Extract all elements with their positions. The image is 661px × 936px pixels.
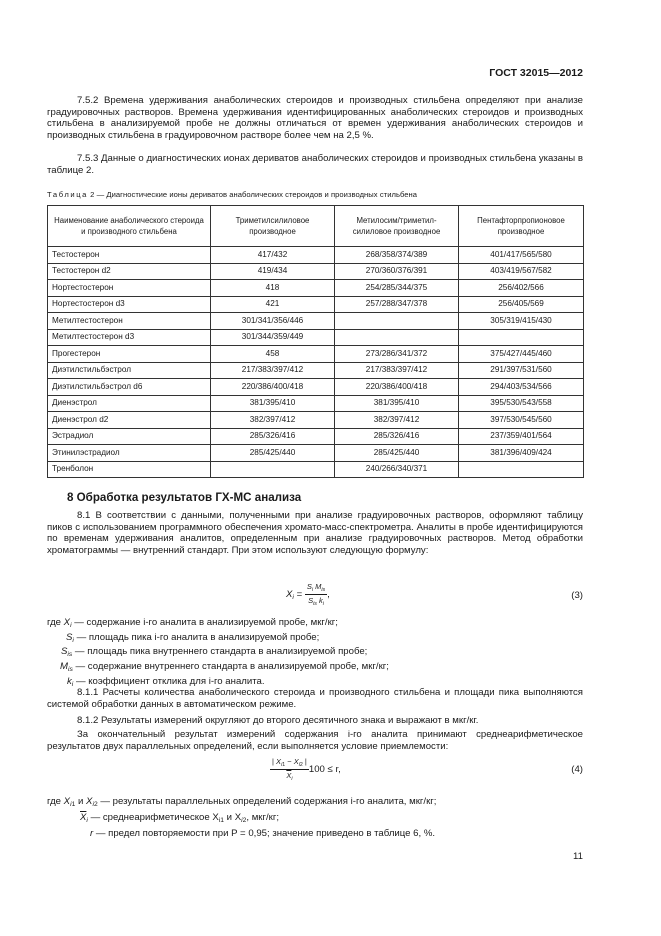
ion-values-cell: 401/417/565/580: [459, 247, 584, 264]
table-row: [48, 313, 584, 330]
ion-values-cell: 301/344/359/449: [211, 329, 335, 346]
paragraph-7-5-2: 7.5.2 Времена удерживания анаболических стероидов и производных стильбена определяют при анализе градуировочных растворов. Времена удерживания идентифицированных анаболических стероидов и производных стильбена в анализируемой пробе не должны отличаться от времен удерживания анаболических стероидов и производных стильбена в градуировочном растворе более чем на 2,5 %.: [47, 95, 583, 141]
ion-values-cell: 254/285/344/375: [335, 280, 459, 297]
compound-name-cell: Тестостерон: [48, 247, 211, 264]
table-row: [48, 280, 584, 297]
ion-values-cell: 256/402/566: [459, 280, 584, 297]
ion-values-cell: 418: [211, 280, 335, 297]
table-caption: [47, 190, 417, 199]
compound-name-cell: Этинилэстрадиол: [48, 445, 211, 462]
ion-values-cell: 381/396/409/424: [459, 445, 584, 462]
formula-3-fraction: $\frac{S_i M_{is}}{S_{is} k_i}$: [306, 582, 326, 607]
ion-values-cell: 417/432: [211, 247, 335, 264]
formula-3-definitions: где $X_i$ — содержание i-го аналита в анализируемой пробе, мкг/кг; $S_i$ — площадь пика i-го аналита в анализируемой пробе; $S_{is}$ — площадь пика внутреннего стандарта в анализируемой пробе; $M_{is}$ — содержание внутреннего стандарта в анализируемой пробе, мкг/кг; $k_i$ — коэффициент отклика для i-го аналита.: [47, 617, 389, 688]
compound-name-cell: Прогестерон: [48, 346, 211, 363]
ion-values-cell: [335, 329, 459, 346]
ion-values-cell: 397/530/545/560: [459, 412, 584, 429]
ion-values-cell: 285/326/416: [335, 428, 459, 445]
ion-values-cell: 382/397/412: [211, 412, 335, 429]
paragraph-7-5-3: 7.5.3 Данные о диагностических ионах дериватов анаболических стероидов и производных стильбена указаны в таблице 2.: [47, 153, 583, 176]
ion-values-cell: 237/359/401/564: [459, 428, 584, 445]
table-row: [48, 461, 584, 478]
ion-values-cell: 381/395/410: [211, 395, 335, 412]
paragraph-8-1-1: 8.1.1 Расчеты количества анаболического стероида и производного стильбена и площади пика выполняются системой обработки данных в автоматическом режиме.: [47, 687, 583, 710]
table-row: [48, 247, 584, 264]
table-row: [48, 329, 584, 346]
table-header-cell: Триметилсилиловое производное: [211, 206, 335, 247]
paragraph-8-1-2: 8.1.2 Результаты измерений округляют до второго десятичного знака и выражают в мкг/кг.: [77, 715, 479, 726]
compound-name-cell: Диэтилстильбэстрол: [48, 362, 211, 379]
table-row: [48, 395, 584, 412]
table-header-cell: Наименование анаболического стероида и производного стильбена: [48, 206, 211, 247]
diagnostic-ions-table: [47, 205, 584, 478]
table-header-cell: Пентафторпропионовое производное: [459, 206, 584, 247]
compound-name-cell: Нортестостерон: [48, 280, 211, 297]
equation-number-4: (4): [571, 764, 583, 775]
table-header-cell: Метилосим/триметил-силиловое производное: [335, 206, 459, 247]
ion-values-cell: 458: [211, 346, 335, 363]
compound-name-cell: Тренболон: [48, 461, 211, 478]
ion-values-cell: 381/395/410: [335, 395, 459, 412]
table-row: [48, 412, 584, 429]
ion-values-cell: 285/326/416: [211, 428, 335, 445]
formula-4-fraction: $\frac{| X_{i1} - X_{i2} |}{\overline{X}_i}$: [272, 757, 307, 782]
table-header-row: [48, 206, 584, 247]
ion-values-cell: 421: [211, 296, 335, 313]
formula-4: $\frac{| X_{i1} - X_{i2} |}{\overline{X}_i}$ 100 ≤ r,: [272, 757, 341, 782]
compound-name-cell: Эстрадиол: [48, 428, 211, 445]
compound-name-cell: Метилтестостерон d3: [48, 329, 211, 346]
table-row: [48, 296, 584, 313]
ion-values-cell: 382/397/412: [335, 412, 459, 429]
ion-values-cell: 395/530/543/558: [459, 395, 584, 412]
paragraph-final-result: За окончательный результат измерений содержания i-го аналита принимают среднеарифметическое результатов двух параллельных определений, если выполняется условие приемлемости:: [47, 729, 583, 752]
ion-values-cell: 291/397/531/560: [459, 362, 584, 379]
ion-values-cell: 305/319/415/430: [459, 313, 584, 330]
compound-name-cell: Нортестостерон d3: [48, 296, 211, 313]
document-header: ГОСТ 32015—2012: [489, 67, 583, 79]
ion-values-cell: 419/434: [211, 263, 335, 280]
ion-values-cell: 273/286/341/372: [335, 346, 459, 363]
compound-name-cell: Диэтилстильбэстрол d6: [48, 379, 211, 396]
section-8-heading: 8 Обработка результатов ГХ-МС анализа: [67, 491, 302, 504]
page-number: 11: [573, 851, 583, 862]
formula-4-definitions: где $X_{i1}$ и $X_{i2}$ — результаты параллельных определений содержания i-го аналита, мкг/кг; $\overline{X}_i$ — среднеарифметическое $X_{i1}$ и $X_{i2}$, мкг/кг; r — предел повторяемости при P = 0,95; значение приведено в таблице 6, %.: [47, 796, 437, 839]
compound-name-cell: Диенэстрол: [48, 395, 211, 412]
ion-values-cell: 403/419/567/582: [459, 263, 584, 280]
table-row: [48, 428, 584, 445]
ion-values-cell: 217/383/397/412: [335, 362, 459, 379]
ion-values-cell: [211, 461, 335, 478]
ion-values-cell: [459, 461, 584, 478]
table-row: [48, 263, 584, 280]
ion-values-cell: 217/383/397/412: [211, 362, 335, 379]
ion-values-cell: [335, 313, 459, 330]
ion-values-cell: 256/405/569: [459, 296, 584, 313]
paragraph-8-1: 8.1 В соответствии с данными, полученными при анализе градуировочных растворов, оформляют таблицу пиков с использованием программного обеспечения хромато-масс-спектрометра. Аналиты в пробе идентифицируются по временам удерживания аналитов, определенным при анализе градуировочных растворов. Метод обработки хроматограммы — внутренний стандарт. При этом используют следующую формулу:: [47, 510, 583, 556]
table-row: [48, 346, 584, 363]
ion-values-cell: 220/386/400/418: [335, 379, 459, 396]
compound-name-cell: Метилтестостерон: [48, 313, 211, 330]
compound-name-cell: Диенэстрол d2: [48, 412, 211, 429]
table-row: [48, 362, 584, 379]
compound-name-cell: Тестостерон d2: [48, 263, 211, 280]
ion-values-cell: 257/288/347/378: [335, 296, 459, 313]
ion-values-cell: 285/425/440: [211, 445, 335, 462]
formula-3: $X_i$ = $\frac{S_i M_{is}}{S_{is} k_i}$ ,: [286, 582, 330, 607]
ion-values-cell: 268/358/374/389: [335, 247, 459, 264]
table-caption-label: Таблица: [47, 190, 88, 199]
ion-values-cell: 375/427/445/460: [459, 346, 584, 363]
equation-number-3: (3): [571, 590, 583, 601]
table-body: [48, 247, 584, 478]
ion-values-cell: 294/403/534/566: [459, 379, 584, 396]
table-caption-text: 2 — Диагностические ионы дериватов анаболических стероидов и производных стильбена: [87, 190, 418, 199]
ion-values-cell: 270/360/376/391: [335, 263, 459, 280]
ion-values-cell: [459, 329, 584, 346]
ion-values-cell: 240/266/340/371: [335, 461, 459, 478]
ion-values-cell: 285/425/440: [335, 445, 459, 462]
table-row: [48, 379, 584, 396]
ion-values-cell: 301/341/356/446: [211, 313, 335, 330]
ion-values-cell: 220/386/400/418: [211, 379, 335, 396]
table-row: [48, 445, 584, 462]
